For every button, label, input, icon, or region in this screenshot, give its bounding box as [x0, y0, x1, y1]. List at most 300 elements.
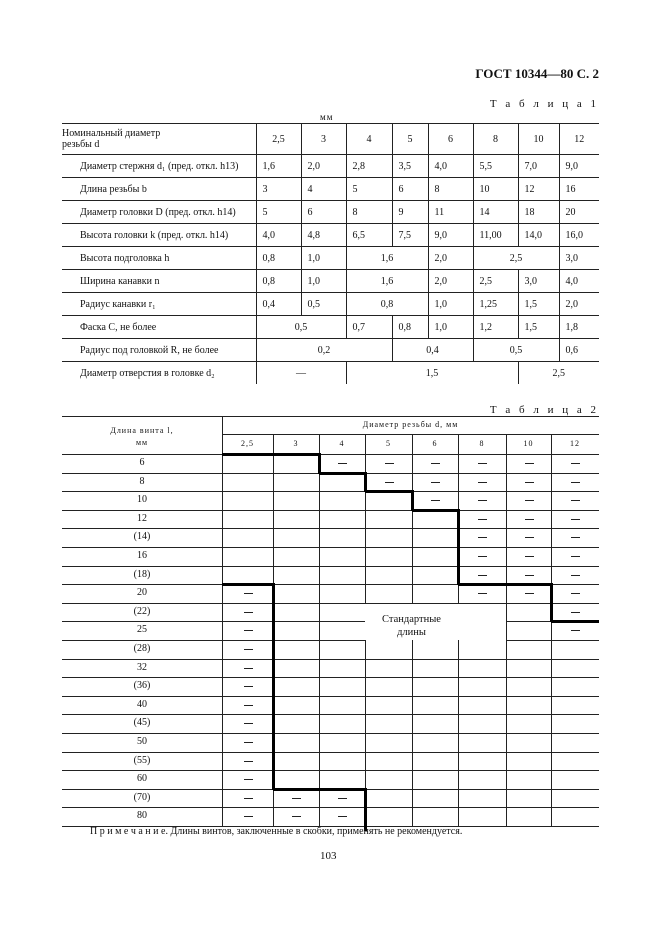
grid-line	[458, 696, 459, 715]
table1-diameter-header: 8	[473, 124, 518, 155]
grid-line	[506, 696, 551, 697]
grid-line	[458, 584, 459, 603]
grid-line	[506, 510, 507, 529]
grid-line	[506, 603, 507, 622]
grid-line	[62, 640, 222, 641]
grid-line	[273, 528, 319, 529]
table2-corner-label: мм	[135, 438, 149, 447]
table1-row-label: Диаметр отверстия в головке d₂	[62, 362, 256, 385]
grid-line	[365, 473, 412, 474]
grid-line	[506, 621, 507, 640]
dash-mark	[338, 463, 347, 464]
grid-line	[458, 528, 506, 529]
table1-value-cell: 12	[518, 178, 559, 201]
table2-length-label: 20	[137, 587, 147, 599]
grid-line	[222, 603, 273, 604]
grid-line	[506, 566, 507, 585]
table1-value-cell: 20	[559, 201, 599, 224]
grid-line	[319, 696, 320, 715]
grid-line	[412, 566, 413, 585]
dash-mark	[431, 482, 440, 483]
grid-line	[412, 491, 458, 492]
grid-line	[62, 696, 222, 697]
grid-line	[273, 491, 274, 510]
grid-line	[319, 733, 320, 752]
grid-line	[319, 770, 320, 789]
grid-line	[412, 770, 413, 789]
grid-line	[412, 714, 458, 715]
grid-line	[319, 584, 365, 585]
grid-line	[551, 640, 599, 641]
table1-value-cell: 2,5	[473, 270, 518, 293]
table1-diameter-header: 5	[392, 124, 428, 155]
grid-line	[365, 547, 366, 566]
table1-value-cell: 1,6	[256, 155, 301, 178]
table2-length-label: (36)	[133, 680, 151, 692]
grid-line	[319, 714, 365, 715]
grid-line	[365, 584, 366, 603]
dash-mark	[571, 612, 580, 613]
table2-corner-label: Длина винта l,	[110, 426, 174, 435]
boundary-line	[319, 472, 365, 475]
grid-line	[62, 510, 222, 511]
grid-line	[412, 547, 413, 566]
grid-line	[62, 770, 222, 771]
grid-line	[319, 677, 320, 696]
boundary-line	[551, 620, 599, 623]
grid-line	[319, 752, 320, 771]
grid-line	[506, 789, 551, 790]
table1-value-cell: 1,5	[346, 362, 518, 385]
grid-line	[222, 696, 273, 697]
grid-line	[458, 491, 506, 492]
grid-line	[458, 770, 506, 771]
grid-line	[551, 510, 552, 529]
dash-mark	[431, 500, 440, 501]
table1-value-cell: 1,25	[473, 293, 518, 316]
table1-value-cell: 4,0	[256, 224, 301, 247]
grid-line	[319, 659, 365, 660]
table1	[62, 123, 599, 384]
table1-row-label: Диаметр стержня d₁ (пред. откл. h13)	[62, 155, 256, 178]
grid-line	[506, 528, 507, 547]
dash-mark	[244, 668, 253, 669]
grid-line	[365, 510, 412, 511]
grid-line	[506, 659, 551, 660]
table2-length-label: (55)	[133, 754, 151, 766]
grid-line	[412, 752, 458, 753]
dash-mark	[571, 575, 580, 576]
table2-length-label: 16	[137, 550, 147, 561]
grid-line	[365, 733, 412, 734]
grid-line	[458, 491, 459, 510]
grid-line	[506, 733, 507, 752]
grid-line	[412, 640, 413, 659]
document-header: ГОСТ 10344—80 С. 2	[475, 66, 599, 81]
table1-row-label: Ширина канавки n	[62, 270, 256, 293]
table1-value-cell: 2,5	[518, 362, 599, 385]
grid-line	[222, 621, 273, 622]
grid-line	[365, 566, 366, 585]
grid-line	[62, 752, 222, 753]
table1-diameter-header: 12	[559, 124, 599, 155]
table1-value-cell: 0,7	[346, 316, 392, 339]
grid-line	[365, 696, 412, 697]
table2-length-label: 10	[137, 494, 147, 506]
grid-line	[365, 752, 366, 771]
grid-line	[506, 733, 551, 734]
dash-mark	[525, 500, 534, 501]
grid-line	[62, 584, 222, 585]
boundary-line	[222, 583, 273, 586]
dash-mark	[478, 463, 487, 464]
dash-mark	[431, 463, 440, 464]
grid-line	[551, 659, 599, 660]
grid-line	[222, 677, 273, 678]
grid-line	[62, 621, 222, 622]
grid-line	[458, 807, 459, 826]
dash-mark	[478, 519, 487, 520]
grid-line	[365, 677, 366, 696]
grid-line	[365, 528, 412, 529]
grid-line	[62, 547, 222, 548]
grid-line	[273, 473, 274, 492]
table1-value-cell: 0,8	[346, 293, 428, 316]
table2-diameter-header: 3	[293, 439, 299, 448]
dash-mark	[525, 482, 534, 483]
grid-line	[458, 473, 506, 474]
grid-line	[551, 528, 552, 547]
grid-line	[506, 621, 551, 622]
grid-line	[458, 510, 506, 511]
table2-diameter-header: 10	[523, 439, 534, 448]
dash-mark	[478, 482, 487, 483]
grid-line	[62, 566, 222, 567]
dash-mark	[244, 649, 253, 650]
grid-line	[458, 677, 506, 678]
grid-line	[319, 528, 365, 529]
table1-value-cell: 9,0	[428, 224, 473, 247]
grid-line	[222, 752, 273, 753]
table1-value-cell: 11,00	[473, 224, 518, 247]
table1-caption: Т а б л и ц а 1	[489, 98, 599, 110]
grid-line	[273, 807, 274, 826]
grid-line	[506, 547, 551, 548]
table1-value-cell: 1,2	[473, 316, 518, 339]
table1-row-label: Радиус канавки r₁	[62, 293, 256, 316]
dash-mark	[244, 761, 253, 762]
grid-line	[506, 752, 551, 753]
table1-value-cell: 2,0	[559, 293, 599, 316]
grid-line	[458, 473, 459, 492]
dash-mark	[338, 798, 347, 799]
grid-line	[412, 454, 413, 473]
table1-value-cell: 8	[346, 201, 392, 224]
grid-line	[551, 454, 552, 473]
grid-line	[506, 770, 551, 771]
grid-line	[273, 566, 319, 567]
grid-line	[273, 510, 274, 529]
grid-line	[62, 807, 222, 808]
grid-line	[62, 603, 222, 604]
grid-line	[365, 677, 412, 678]
grid-line	[273, 677, 319, 678]
grid-line	[365, 528, 366, 547]
standard-lengths-line: Стандартные	[382, 613, 441, 625]
grid-line	[365, 547, 412, 548]
dash-mark	[571, 556, 580, 557]
grid-line	[458, 733, 459, 752]
grid-line	[222, 659, 273, 660]
boundary-line	[550, 583, 553, 622]
table1-corner-line: Номинальный диаметр	[62, 128, 161, 139]
table1-value-cell: 1,0	[301, 247, 346, 270]
table1-diameter-header: 4	[346, 124, 392, 155]
grid-line	[319, 510, 320, 529]
table1-row-label: Высота головки k (пред. откл. h14)	[62, 224, 256, 247]
dash-mark	[244, 723, 253, 724]
grid-line	[551, 789, 552, 808]
table2-length-label: 8	[139, 475, 145, 487]
grid-line	[551, 566, 599, 567]
grid-line	[365, 640, 366, 659]
grid-line	[319, 491, 365, 492]
table1-value-cell: 6	[301, 201, 346, 224]
standard-lengths-line: длины	[397, 626, 426, 638]
grid-line	[273, 640, 319, 641]
grid-line	[458, 807, 506, 808]
grid-line	[222, 714, 273, 715]
grid-line	[365, 659, 366, 678]
grid-line	[458, 789, 459, 808]
dash-mark	[571, 482, 580, 483]
grid-line	[412, 473, 458, 474]
grid-line	[506, 807, 551, 808]
grid-line	[551, 677, 552, 696]
dash-mark	[385, 482, 394, 483]
grid-line	[222, 733, 273, 734]
table1-value-cell: 0,5	[473, 339, 559, 362]
grid-line	[319, 714, 320, 733]
dash-mark	[525, 575, 534, 576]
table1-value-cell: 14	[473, 201, 518, 224]
grid-line	[62, 659, 222, 660]
grid-line	[551, 491, 552, 510]
dash-mark	[244, 816, 253, 817]
grid-line	[458, 547, 506, 548]
table1-value-cell: 0,4	[256, 293, 301, 316]
grid-line	[506, 473, 551, 474]
grid-line	[458, 826, 506, 827]
grid-line	[458, 566, 506, 567]
grid-line	[551, 677, 599, 678]
grid-line	[319, 621, 320, 640]
dash-mark	[478, 575, 487, 576]
dash-mark	[244, 798, 253, 799]
grid-line	[273, 714, 319, 715]
grid-line	[412, 807, 413, 826]
grid-line	[551, 807, 599, 808]
grid-line	[551, 566, 552, 585]
table1-row-label: Фаска C, не более	[62, 316, 256, 339]
grid-line	[222, 510, 273, 511]
grid-line	[412, 584, 458, 585]
grid-line	[551, 770, 552, 789]
grid-line	[319, 770, 365, 771]
grid-line	[506, 714, 507, 733]
grid-line	[273, 473, 319, 474]
dash-mark	[292, 798, 301, 799]
grid-line	[273, 454, 274, 473]
grid-line	[412, 733, 458, 734]
grid-line	[506, 528, 551, 529]
grid-line	[222, 640, 273, 641]
table1-value-cell: 7,0	[518, 155, 559, 178]
grid-line	[222, 566, 273, 567]
grid-line	[551, 621, 552, 640]
grid-line	[551, 491, 599, 492]
page-number: 103	[320, 850, 337, 862]
grid-line	[551, 714, 552, 733]
table1-value-cell: 0,8	[392, 316, 428, 339]
grid-line	[506, 547, 507, 566]
table1-unit: мм	[320, 112, 334, 122]
table2-length-label: 6	[139, 457, 145, 468]
grid-line	[273, 547, 274, 566]
grid-line	[62, 733, 222, 734]
table1-value-cell: 18	[518, 201, 559, 224]
grid-line	[273, 603, 319, 604]
grid-line	[458, 454, 459, 473]
table1-value-cell: 0,8	[256, 247, 301, 270]
note: П р и м е ч а н и е. Длины винтов, заключенные в скобки, применять не рекомендуется.	[90, 826, 463, 837]
grid-line	[319, 491, 320, 510]
dash-mark	[244, 593, 253, 594]
table1-value-cell: 3,5	[392, 155, 428, 178]
table1-value-cell: 3,0	[518, 270, 559, 293]
table1-value-cell: 7,5	[392, 224, 428, 247]
table1-value-cell: 1,0	[428, 293, 473, 316]
table2-length-label: 12	[137, 512, 147, 524]
table1-diameter-header: 3	[301, 124, 346, 155]
grid-line	[551, 547, 552, 566]
grid-line	[458, 677, 459, 696]
grid-line	[506, 473, 507, 492]
table1-value-cell: 5,5	[473, 155, 518, 178]
grid-line	[319, 807, 320, 826]
table1-diameter-header: 10	[518, 124, 559, 155]
grid-line	[319, 528, 320, 547]
grid-line	[365, 770, 412, 771]
grid-line	[365, 696, 366, 715]
table1-value-cell: 2,0	[301, 155, 346, 178]
grid-line	[412, 659, 458, 660]
table1-value-cell: 0,5	[301, 293, 346, 316]
grid-line	[365, 733, 366, 752]
table1-value-cell: 1,5	[518, 293, 559, 316]
dash-mark	[571, 500, 580, 501]
grid-line	[273, 547, 319, 548]
table1-value-cell: 6	[392, 178, 428, 201]
grid-line	[365, 659, 412, 660]
grid-line	[365, 807, 412, 808]
grid-line	[458, 733, 506, 734]
table2-length-label: (14)	[133, 531, 151, 543]
table1-diameter-header: 6	[428, 124, 473, 155]
grid-line	[551, 547, 599, 548]
dash-mark	[244, 742, 253, 743]
table1-value-cell: 0,2	[256, 339, 392, 362]
grid-line	[412, 603, 458, 604]
dash-mark	[571, 630, 580, 631]
grid-line	[62, 528, 222, 529]
grid-line	[506, 659, 507, 678]
boundary-line	[318, 453, 321, 474]
grid-line	[412, 807, 458, 808]
grid-line	[273, 584, 319, 585]
grid-line	[458, 714, 459, 733]
grid-line	[273, 752, 319, 753]
dash-mark	[244, 779, 253, 780]
grid-line	[412, 696, 413, 715]
table1-value-cell: 10	[473, 178, 518, 201]
grid-line	[62, 789, 222, 790]
grid-line	[365, 714, 366, 733]
table1-value-cell: 1,8	[559, 316, 599, 339]
grid-line	[551, 510, 599, 511]
table1-value-cell: 9	[392, 201, 428, 224]
table1-value-cell: 2,5	[473, 247, 559, 270]
boundary-line	[364, 788, 367, 831]
table1-value-cell: 0,8	[256, 270, 301, 293]
grid-line	[62, 677, 222, 678]
dash-mark	[478, 537, 487, 538]
dash-mark	[525, 593, 534, 594]
grid-line	[458, 714, 506, 715]
grid-line	[506, 714, 551, 715]
grid-line	[506, 752, 507, 771]
grid-line	[365, 491, 366, 510]
grid-line	[273, 770, 319, 771]
grid-line	[506, 826, 551, 827]
dash-mark	[525, 537, 534, 538]
dash-mark	[478, 500, 487, 501]
grid-line	[319, 677, 365, 678]
grid-line	[273, 621, 319, 622]
grid-line	[506, 510, 551, 511]
grid-line	[458, 752, 506, 753]
table1-value-cell: 2,0	[428, 270, 473, 293]
grid-line	[551, 696, 599, 697]
table1-value-cell: 8	[428, 178, 473, 201]
grid-line	[412, 696, 458, 697]
grid-line	[551, 473, 599, 474]
table2-diameter-header: 12	[570, 439, 580, 448]
grid-line	[319, 547, 365, 548]
grid-line	[551, 528, 599, 529]
grid-line	[412, 528, 458, 529]
grid-line	[319, 733, 365, 734]
table1-value-cell: 1,5	[518, 316, 559, 339]
grid-line	[551, 770, 599, 771]
dash-mark	[571, 537, 580, 538]
grid-line	[412, 659, 413, 678]
dash-mark	[244, 686, 253, 687]
grid-line	[412, 677, 458, 678]
grid-line	[458, 659, 506, 660]
table1-value-cell: 4,0	[559, 270, 599, 293]
grid-line	[62, 491, 222, 492]
